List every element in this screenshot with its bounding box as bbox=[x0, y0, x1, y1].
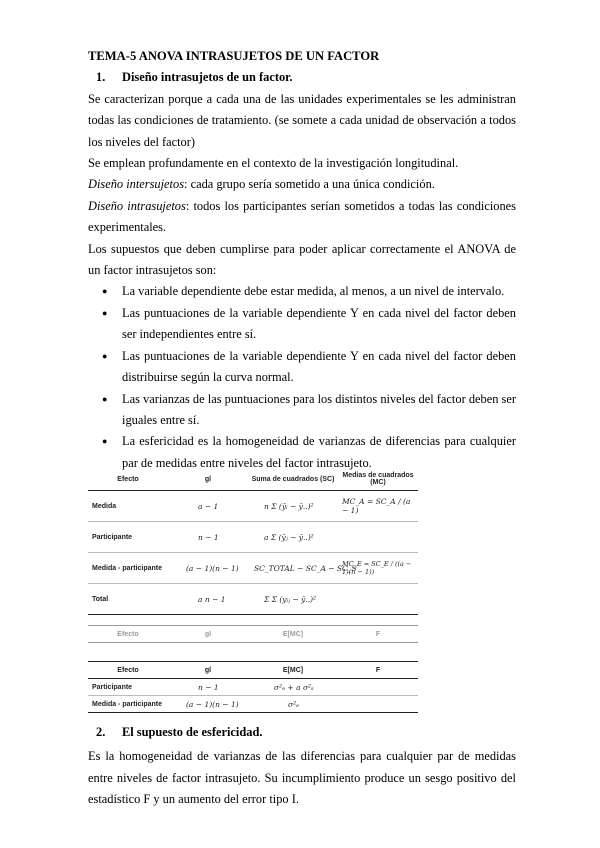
paragraph-5: Los supuestos que deben cumplirse para poder aplicar correctamente el ANOVA de un factor intrasujetos son: bbox=[88, 241, 516, 278]
list-item: ● Las puntuaciones de la variable dependiente Y en cada nivel del factor deben distribuirse según la curva normal. bbox=[88, 346, 516, 389]
section-heading-1: 1. Diseño intrasujetos de un factor. bbox=[96, 70, 293, 85]
paragraph-1: Se caracterizan porque a cada una de las unidades experimentales se les administran todas las condiciones de tratamiento. (se somete a cada unidad de observación a todos los niveles del factor) bbox=[88, 91, 516, 149]
table-row: Participante n − 1 σ²ₑ + a σ²ₛ bbox=[88, 679, 418, 696]
table-row: Participante n − 1 a Σ (ȳⱼ − ȳ..)² bbox=[88, 522, 418, 553]
assumptions-list bbox=[88, 281, 516, 474]
list-item: ● La variable dependiente debe estar medida, al menos, a un nivel de intervalo. bbox=[88, 281, 516, 302]
paragraph-3: Diseño intersujetos: cada grupo sería sometido a una única condición. bbox=[88, 177, 435, 192]
table-row: Medida - participante (a − 1)(n − 1) SC_TOTAL − SC_A − SC_S MC_E = SC_E / ((a − 1)(n − 1)) bbox=[88, 553, 418, 584]
table2 bbox=[88, 661, 418, 713]
table-row: Medida - participante (a − 1)(n − 1) σ²ₑ bbox=[88, 696, 418, 713]
paragraph-2: Se emplean profundamente en el contexto de la investigación longitudinal. bbox=[88, 156, 459, 171]
table1-header: Efecto gl Suma de cuadrados (SC) Medias de cuadrados (MC) bbox=[88, 468, 418, 491]
page-title: TEMA-5 ANOVA INTRASUJETOS DE UN FACTOR bbox=[88, 49, 380, 63]
list-item: ● Las varianzas de las puntuaciones para los distintos niveles del factor deben ser iguales entre sí. bbox=[88, 389, 516, 432]
list-item: ● Las puntuaciones de la variable dependiente Y en cada nivel del factor deben ser independientes entre sí. bbox=[88, 303, 516, 346]
section-heading-2: 2. El supuesto de esfericidad. bbox=[96, 725, 263, 739]
paragraph-6: Es la homogeneidad de varianzas de las diferencias para cualquier par de medidas entre niveles de factor intrasujeto. Su incumplimiento produce un sesgo positivo del estadístico F y un aumento del error tipo I. bbox=[88, 749, 516, 807]
paragraph-4: Diseño intrasujetos: todos los participantes serían sometidos a todas las condiciones experimentales. bbox=[88, 198, 516, 235]
table2-header: Efecto gl E[MC] F bbox=[88, 661, 418, 679]
list-item: ● La esfericidad es la homogeneidad de varianzas de diferencias para cualquier par de medidas entre niveles del factor intrasujeto. bbox=[88, 431, 516, 474]
section-2 bbox=[88, 722, 516, 811]
anova-tables bbox=[88, 468, 418, 713]
document-body bbox=[88, 46, 516, 474]
table-row: Medida a − 1 n Σ (ȳᵢ − ȳ..)² MC_A = SC_A / (a − 1) bbox=[88, 491, 418, 522]
table-row: Total a n − 1 Σ Σ (yᵢⱼ − ȳ..)² bbox=[88, 584, 418, 615]
table2-ghost: Efecto gl E[MC] F bbox=[88, 625, 418, 643]
